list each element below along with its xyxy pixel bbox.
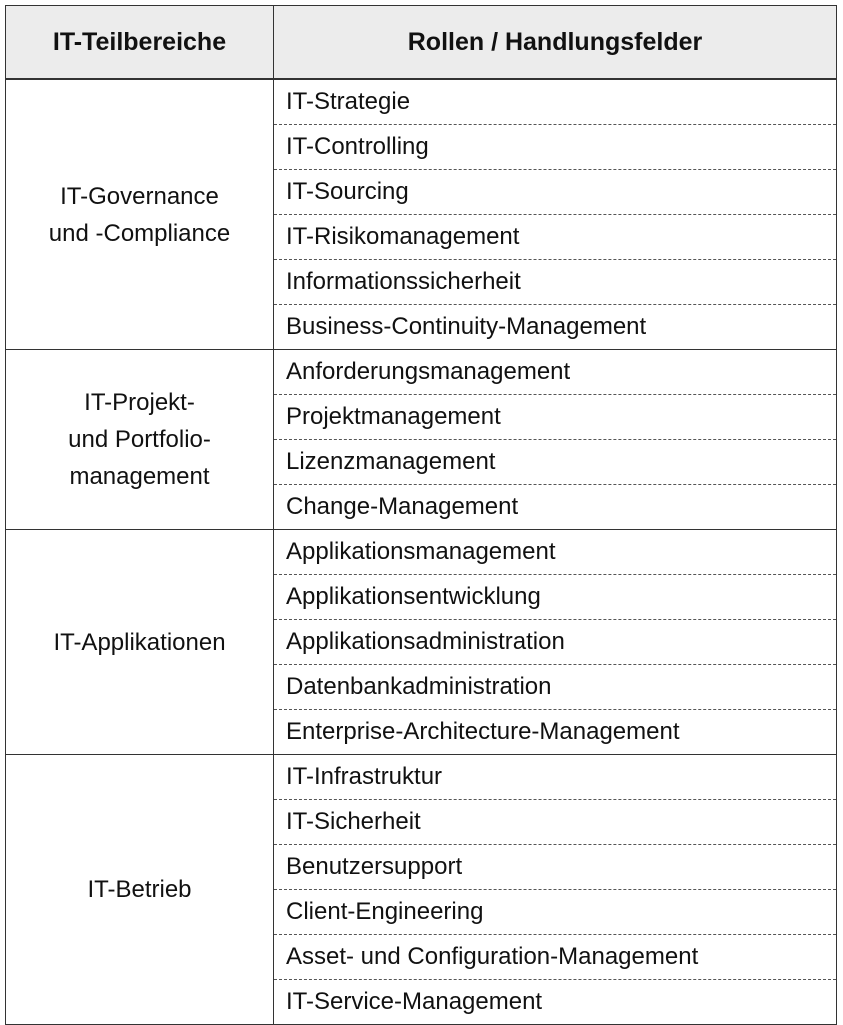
group-label-line: und -Compliance bbox=[48, 219, 231, 247]
role-cell: Anforderungsmanagement bbox=[274, 350, 837, 395]
role-cell: Change-Management bbox=[274, 485, 837, 530]
group-label-line: IT-Projekt- bbox=[84, 389, 195, 416]
table-body bbox=[6, 79, 837, 1025]
group-label-line: IT-Governance bbox=[60, 182, 219, 210]
role-cell: IT-Service-Management bbox=[274, 980, 837, 1025]
role-cell: IT-Controlling bbox=[274, 125, 837, 170]
role-cell: IT-Infrastruktur bbox=[274, 755, 837, 800]
table-header bbox=[6, 6, 837, 80]
group-cell bbox=[6, 350, 274, 530]
role-cell: Enterprise-Architecture-Management bbox=[274, 710, 837, 755]
role-cell: IT-Strategie bbox=[274, 79, 837, 125]
role-cell: Applikationsadministration bbox=[274, 620, 837, 665]
role-cell: IT-Sourcing bbox=[274, 170, 837, 215]
group-label-line: IT-Betrieb bbox=[87, 876, 192, 903]
role-cell: Benutzersupport bbox=[274, 845, 837, 890]
role-cell: Datenbankadministration bbox=[274, 665, 837, 710]
it-roles-table bbox=[5, 5, 837, 1025]
table-row bbox=[6, 755, 837, 800]
role-cell: IT-Sicherheit bbox=[274, 800, 837, 845]
header-rollen-handlungsfelder: Rollen / Handlungsfelder bbox=[274, 6, 837, 80]
role-cell: Business-Continuity-Management bbox=[274, 305, 837, 350]
role-cell: Informationssicherheit bbox=[274, 260, 837, 305]
table-row bbox=[6, 79, 837, 125]
role-cell: Applikationsmanagement bbox=[274, 530, 837, 575]
group-cell bbox=[6, 530, 274, 755]
header-row bbox=[6, 6, 837, 80]
role-cell: Client-Engineering bbox=[274, 890, 837, 935]
role-cell: IT-Risikomanagement bbox=[274, 215, 837, 260]
header-it-teilbereiche: IT-Teilbereiche bbox=[6, 6, 274, 80]
table-row bbox=[6, 350, 837, 395]
role-cell: Asset- und Configuration-Management bbox=[274, 935, 837, 980]
role-cell: Lizenzmanagement bbox=[274, 440, 837, 485]
group-cell bbox=[6, 755, 274, 1025]
table-row bbox=[6, 530, 837, 575]
group-label-line: management bbox=[69, 463, 210, 490]
role-cell: Projektmanagement bbox=[274, 395, 837, 440]
role-cell: Applikationsentwicklung bbox=[274, 575, 837, 620]
group-cell bbox=[6, 79, 274, 350]
group-label-line: und Portfolio- bbox=[68, 426, 211, 453]
group-label-line: IT-Applikationen bbox=[53, 628, 226, 656]
